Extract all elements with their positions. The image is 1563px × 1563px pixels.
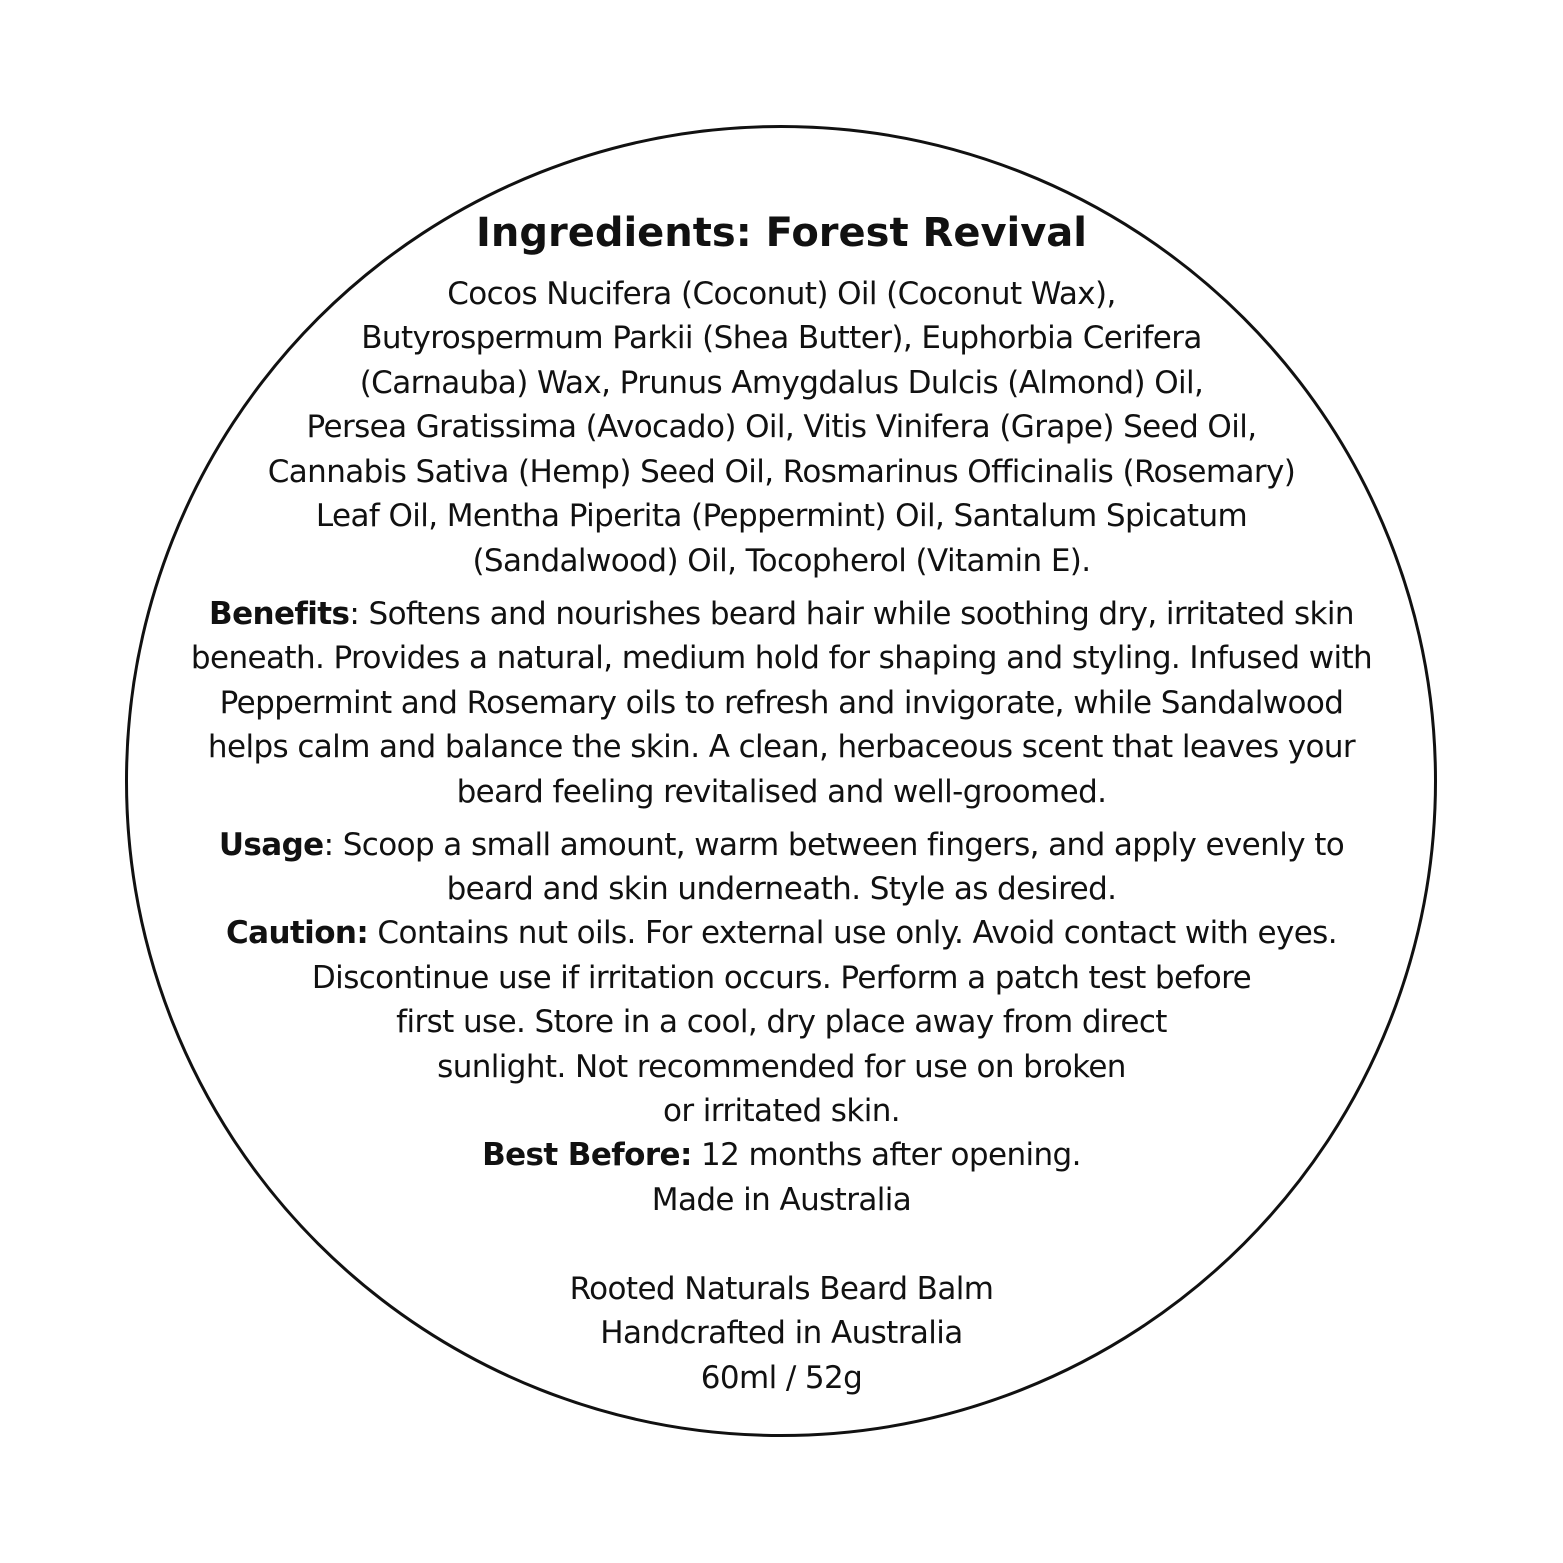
ingredients-line: (Carnauba) Wax, Prunus Amygdalus Dulcis (Almond) Oil, (359, 365, 1204, 401)
caution-line: or irritated skin. (662, 1093, 901, 1129)
caution-line: Discontinue use if irritation occurs. Perform a patch test before (311, 960, 1252, 996)
label-title: Ingredients: Forest Revival (475, 210, 1088, 256)
benefits-line: beard feeling revitalised and well-groomed. (456, 774, 1107, 810)
benefits-line (0, 592, 1563, 636)
benefits-line: Peppermint and Rosemary oils to refresh and invigorate, while Sandalwood (219, 685, 1344, 721)
ingredients-line: Cannabis Sativa (Hemp) Seed Oil, Rosmarinus Officinalis (Rosemary) (267, 454, 1296, 490)
ingredients-line: (Sandalwood) Oil, Tocopherol (Vitamin E). (472, 543, 1091, 579)
best-before-heading: Best Before: (482, 1137, 692, 1173)
best-before-line (0, 1133, 1563, 1177)
caution-text: Contains nut oils. For external use only. Avoid contact with eyes. (368, 915, 1337, 951)
size-text: 60ml / 52g (700, 1360, 863, 1396)
ingredients-line: Cocos Nucifera (Coconut) Oil (Coconut Wax), (447, 276, 1116, 312)
benefits-line: helps calm and balance the skin. A clean, herbaceous scent that leaves your (207, 729, 1356, 765)
benefits-text: : Softens and nourishes beard hair while soothing dry, irritated skin (349, 596, 1354, 632)
best-before-text: 12 months after opening. (691, 1137, 1081, 1173)
handcrafted-text: Handcrafted in Australia (600, 1315, 963, 1351)
usage-text: : Scoop a small amount, warm between fingers, and apply evenly to (323, 827, 1345, 863)
caution-line: sunlight. Not recommended for use on broken (437, 1049, 1126, 1085)
benefits-heading: Benefits (209, 596, 350, 632)
caution-heading: Caution: (226, 915, 369, 951)
usage-line: beard and skin underneath. Style as desired. (446, 871, 1117, 907)
origin-text: Made in Australia (651, 1182, 912, 1218)
usage-line (0, 823, 1563, 867)
usage-heading: Usage (218, 827, 324, 863)
product-name: Rooted Naturals Beard Balm (569, 1271, 994, 1307)
ingredients-line: Butyrospermum Parkii (Shea Butter), Euphorbia Cerifera (361, 320, 1202, 356)
caution-line: first use. Store in a cool, dry place away from direct (396, 1004, 1167, 1040)
ingredients-line: Persea Gratissima (Avocado) Oil, Vitis Vinifera (Grape) Seed Oil, (306, 409, 1257, 445)
caution-line (0, 911, 1563, 955)
benefits-line: beneath. Provides a natural, medium hold for shaping and styling. Infused with (190, 640, 1373, 676)
ingredients-line: Leaf Oil, Mentha Piperita (Peppermint) Oil, Santalum Spicatum (315, 498, 1248, 534)
